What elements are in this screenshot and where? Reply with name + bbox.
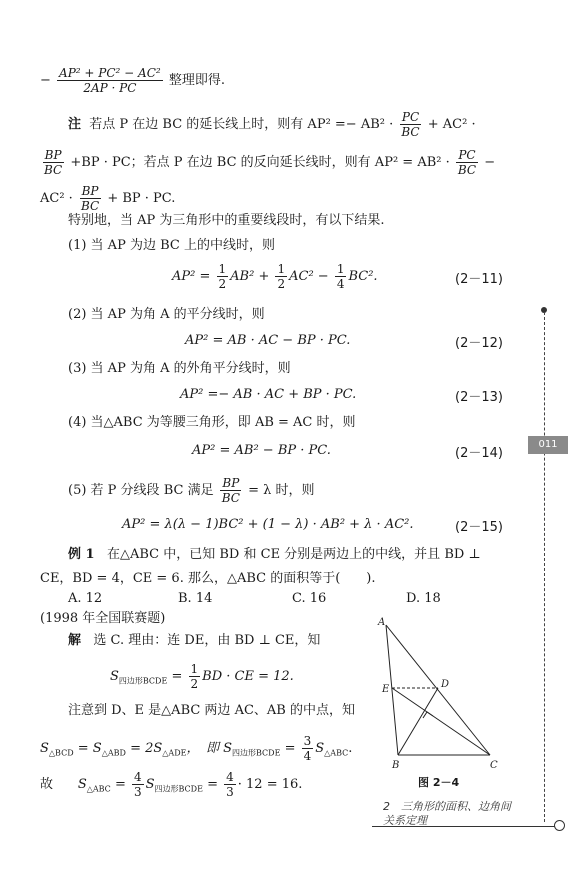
formula-continuation xyxy=(40,66,225,95)
example-source: (1998 年全国联赛题) xyxy=(40,611,166,626)
formula-2-11 xyxy=(172,262,378,291)
formula-part: . xyxy=(348,741,353,756)
formula-2-14: AP² = AB² − BP · PC. xyxy=(192,443,331,458)
note-text: +BP · PC；若点 P 在边 BC 的反向延长线时，则有 AP² = AB² · xyxy=(70,155,450,170)
fraction xyxy=(217,262,229,291)
formula-part: = xyxy=(114,777,126,792)
formula-subscript: 四边形BCDE xyxy=(154,784,203,794)
equation-number: (2－14) xyxy=(455,446,503,461)
formula-subscript: △ADE xyxy=(162,748,187,758)
formula-subscript: △BCD xyxy=(48,748,74,758)
formula-part: AC² − xyxy=(289,269,329,284)
figure-caption: 图 2－4 xyxy=(418,776,460,789)
formula-2-13: AP² =− AB · AC + BP · PC. xyxy=(180,387,357,402)
fraction xyxy=(42,148,64,177)
fraction-numerator: BP xyxy=(222,476,240,490)
formula-part: S xyxy=(40,741,49,756)
example-label: 例 1 xyxy=(68,547,95,562)
label-c: C xyxy=(490,760,498,771)
fraction-numerator: PC xyxy=(458,148,476,162)
note-text: − xyxy=(484,155,496,170)
formula-part: = xyxy=(207,777,218,792)
solution-line-3: 注意到 D、E 是△ABC 两边 AC、AB 的中点，知 xyxy=(68,703,355,718)
equation-number: (2－11) xyxy=(455,272,503,287)
fraction-numerator: BP xyxy=(44,148,62,162)
therefore-label: 故 xyxy=(40,777,54,792)
fraction-numerator: BP xyxy=(81,184,99,198)
formula-part: S xyxy=(110,669,119,684)
formula-part: S xyxy=(145,777,155,792)
fraction-denominator: 4 xyxy=(303,749,312,763)
formula-part: · 12 = 16. xyxy=(237,777,303,792)
note-line-2 xyxy=(40,148,495,177)
fraction-numerator: 4 xyxy=(133,770,142,784)
fraction-numerator: 1 xyxy=(277,262,286,276)
formula-part: S xyxy=(77,777,87,792)
page-number-tab: 011 xyxy=(528,436,568,454)
fraction-denominator: 4 xyxy=(336,277,345,291)
formula-part: = xyxy=(284,741,296,756)
fraction xyxy=(335,262,347,291)
formula-part: ， 即 S xyxy=(186,741,233,756)
margin-dashed-line xyxy=(544,312,545,822)
fraction-numerator: AP² + PC² − AC² xyxy=(59,66,161,80)
label-a: A xyxy=(378,617,386,628)
solution-label: 解 xyxy=(68,633,82,648)
fraction-numerator: 1 xyxy=(190,662,199,676)
solution-text: 选 C. 理由：连 DE，由 BD ⊥ CE，知 xyxy=(93,633,321,648)
median-bd xyxy=(398,688,438,755)
right-angle-mark xyxy=(423,712,433,718)
formula-subscript: 四边形BCDE xyxy=(118,676,168,686)
fraction xyxy=(132,770,144,799)
note-line-1 xyxy=(68,110,476,139)
label-b: B xyxy=(392,760,400,771)
fraction-denominator: BC xyxy=(44,163,63,177)
label-d: D xyxy=(441,679,450,690)
fraction xyxy=(275,262,287,291)
fraction xyxy=(224,770,236,799)
note-text: + BP · PC. xyxy=(107,191,176,206)
option-b: B. 14 xyxy=(178,591,213,606)
fraction-denominator: BC xyxy=(401,125,420,139)
fraction-denominator: BC xyxy=(80,199,100,213)
fraction xyxy=(302,734,314,763)
fraction-denominator: 2 xyxy=(218,277,227,291)
fraction-denominator: 3 xyxy=(226,785,234,799)
case-4-text: (4) 当△ABC 为等腰三角形，即 AB = AC 时，则 xyxy=(68,415,356,430)
fraction-numerator: 4 xyxy=(226,770,234,784)
fraction xyxy=(57,66,163,95)
case-3-text: (3) 当 AP 为角 A 的外角平分线时，则 xyxy=(68,361,291,376)
note-label: 注 xyxy=(68,117,82,132)
example-line-1 xyxy=(68,546,481,564)
special-cases-intro: 特别地，当 AP 为三角形中的重要线段时，有以下结果. xyxy=(68,213,385,228)
equation-number: (2－15) xyxy=(455,520,503,535)
fraction-numerator: PC xyxy=(401,110,420,124)
label-e: E xyxy=(382,684,390,695)
note-text: AC² · xyxy=(40,191,73,206)
side-ac xyxy=(386,625,490,755)
equation-number: (2－13) xyxy=(455,390,503,405)
option-c: C. 16 xyxy=(292,591,327,606)
note-text: 若点 P 在边 BC 的延长线上时，则有 AP² =− AB² · xyxy=(89,117,394,132)
case-text: (5) 若 P 分线段 BC 满足 xyxy=(68,483,214,498)
fraction-numerator: 1 xyxy=(336,262,345,276)
formula-part: BD · CE = 12. xyxy=(202,669,294,684)
formula-part: AP² = xyxy=(172,269,211,284)
text-tail: 整理即得. xyxy=(168,73,225,88)
fraction xyxy=(399,110,421,139)
option-a: A. 12 xyxy=(68,591,103,606)
solution-area-formula xyxy=(110,662,294,691)
formula-part: AB² + xyxy=(230,269,270,284)
case-2-text: (2) 当 AP 为角 A 的平分线时，则 xyxy=(68,307,265,322)
formula-part: S xyxy=(315,741,325,756)
fraction-denominator: BC xyxy=(221,491,240,505)
note-line-3 xyxy=(40,184,175,213)
formula-part: = S xyxy=(77,741,102,756)
fraction-denominator: BC xyxy=(457,163,477,177)
example-line-2: CE，BD = 4，CE = 6. 那么，△ABC 的面积等于( ). xyxy=(40,571,376,586)
minus-sign: − xyxy=(40,73,51,88)
solution-line-5 xyxy=(40,770,302,799)
footer-rule xyxy=(372,826,556,827)
fraction xyxy=(189,662,201,691)
note-text: + AC² · xyxy=(427,117,476,132)
running-footer xyxy=(383,800,511,828)
formula-part: = 2S xyxy=(130,741,163,756)
solution-line-1 xyxy=(68,632,320,650)
formula-subscript: △ABC xyxy=(324,748,349,758)
fraction-denominator: 2 xyxy=(277,277,286,291)
case-text: = λ 时，则 xyxy=(248,483,315,498)
fraction-numerator: 3 xyxy=(303,734,312,748)
footer-line-2: 关系定理 xyxy=(383,814,427,827)
fraction-numerator: 1 xyxy=(218,262,227,276)
solution-line-4 xyxy=(40,734,352,763)
footer-line-1: 2 三角形的面积、边角间 xyxy=(383,800,511,813)
fraction xyxy=(220,476,242,505)
formula-subscript: △ABD xyxy=(101,748,126,758)
formula-2-15: AP² = λ(λ − 1)BC² + (1 − λ) · AB² + λ · AC². xyxy=(122,517,414,532)
triangle-figure xyxy=(370,615,510,775)
formula-subscript: 四边形BCDE xyxy=(232,748,281,758)
formula-subscript: △ABC xyxy=(86,784,111,794)
fraction-denominator: 3 xyxy=(133,785,142,799)
fraction-denominator: 2AP · PC xyxy=(83,81,137,95)
formula-part: = xyxy=(171,669,183,684)
median-ce xyxy=(392,688,490,755)
equation-number: (2－12) xyxy=(455,336,503,351)
fraction-denominator: 2 xyxy=(190,677,199,691)
example-text: 在△ABC 中，已知 BD 和 CE 分别是两边上的中线，并且 BD ⊥ xyxy=(106,547,481,562)
formula-2-12: AP² = AB · AC − BP · PC. xyxy=(185,333,351,348)
fraction xyxy=(79,184,101,213)
formula-part: BC². xyxy=(348,269,378,284)
option-d: D. 18 xyxy=(406,591,441,606)
case-5-text xyxy=(68,476,315,505)
rule-end-circle xyxy=(554,820,565,831)
fraction xyxy=(456,148,478,177)
case-1-text: (1) 当 AP 为边 BC 上的中线时，则 xyxy=(68,238,275,253)
